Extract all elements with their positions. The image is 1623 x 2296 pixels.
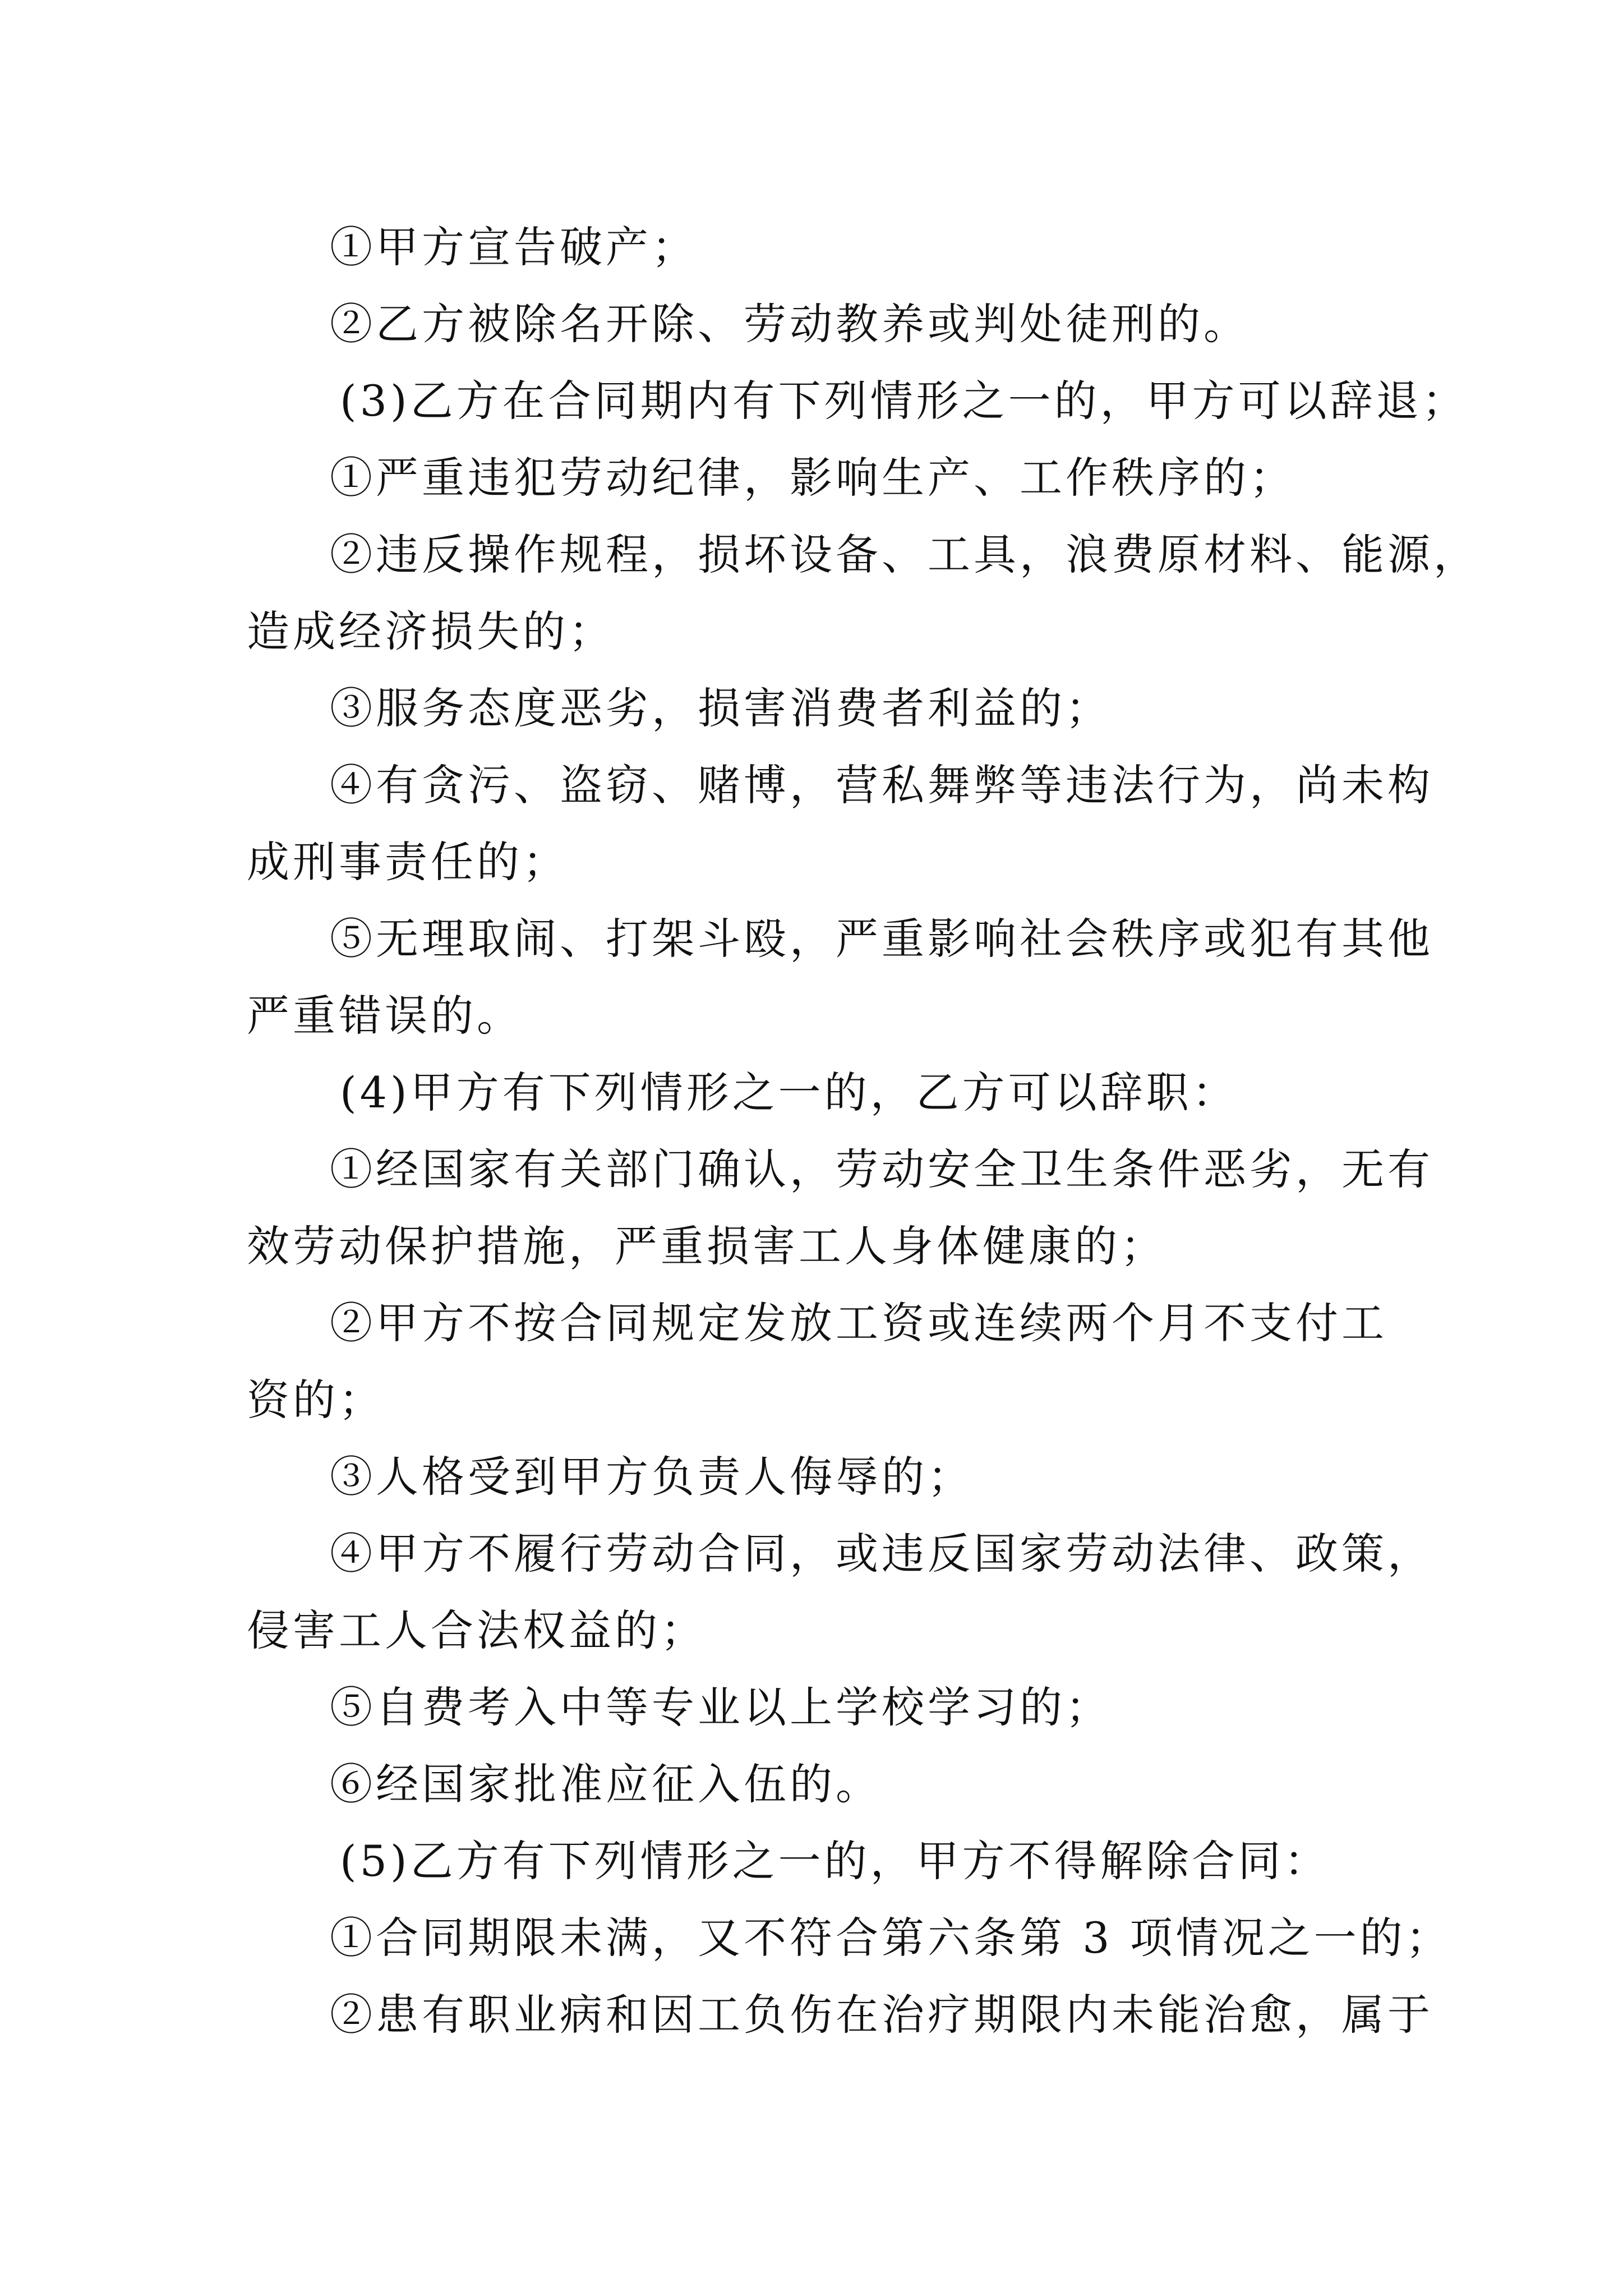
section-heading: (5)乙方有下列情形之一的，甲方不得解除合同： bbox=[340, 1836, 1330, 1886]
clause-line: ①合同期限未满，又不符合第六条第 3 项情况之一的； bbox=[330, 1913, 1452, 1963]
clause-line: ①甲方宣告破产； bbox=[330, 222, 698, 272]
clause-continuation: 效劳动保护措施，严重损害工人身体健康的； bbox=[247, 1221, 1166, 1271]
section-heading: (3)乙方在合同期内有下列情形之一的，甲方可以辞退； bbox=[340, 376, 1468, 426]
clause-line: ④甲方不履行劳动合同，或违反国家劳动法律、政策， bbox=[330, 1529, 1433, 1579]
clause-continuation: 造成经济损失的； bbox=[247, 606, 615, 656]
clause-line: ②患有职业病和因工负伤在治疗期限内未能治愈，属于 bbox=[330, 1990, 1433, 2040]
clause-line: ③人格受到甲方负责人侮辱的； bbox=[330, 1452, 974, 1502]
section-heading: (4)甲方有下列情形之一的，乙方可以辞职： bbox=[340, 1068, 1238, 1117]
clause-continuation: 严重错误的。 bbox=[247, 991, 523, 1041]
document-body bbox=[247, 209, 1479, 2053]
clause-line: ⑤无理取闹、打架斗殴，严重影响社会秩序或犯有其他 bbox=[330, 914, 1433, 964]
clause-line: ①严重违犯劳动纪律，影响生产、工作秩序的； bbox=[330, 453, 1295, 503]
clause-line: ①经国家有关部门确认，劳动安全卫生条件恶劣，无有 bbox=[330, 1144, 1433, 1194]
clause-line: ②甲方不按合同规定发放工资或连续两个月不支付工 bbox=[330, 1298, 1387, 1348]
clause-line: ⑥经国家批准应征入伍的。 bbox=[330, 1759, 882, 1809]
clause-line: ②乙方被除名开除、劳动教养或判处徒刑的。 bbox=[330, 299, 1249, 349]
clause-continuation: 资的； bbox=[247, 1375, 385, 1425]
clause-line: ②违反操作规程，损坏设备、工具，浪费原材料、能源， bbox=[330, 530, 1479, 579]
clause-line: ③服务态度恶劣，损害消费者利益的； bbox=[330, 683, 1112, 733]
clause-line: ⑤自费考入中等专业以上学校学习的； bbox=[330, 1682, 1112, 1732]
clause-continuation: 侵害工人合法权益的； bbox=[247, 1605, 707, 1655]
clause-continuation: 成刑事责任的； bbox=[247, 837, 569, 887]
clause-line: ④有贪污、盗窃、赌博，营私舞弊等违法行为，尚未构 bbox=[330, 760, 1433, 810]
